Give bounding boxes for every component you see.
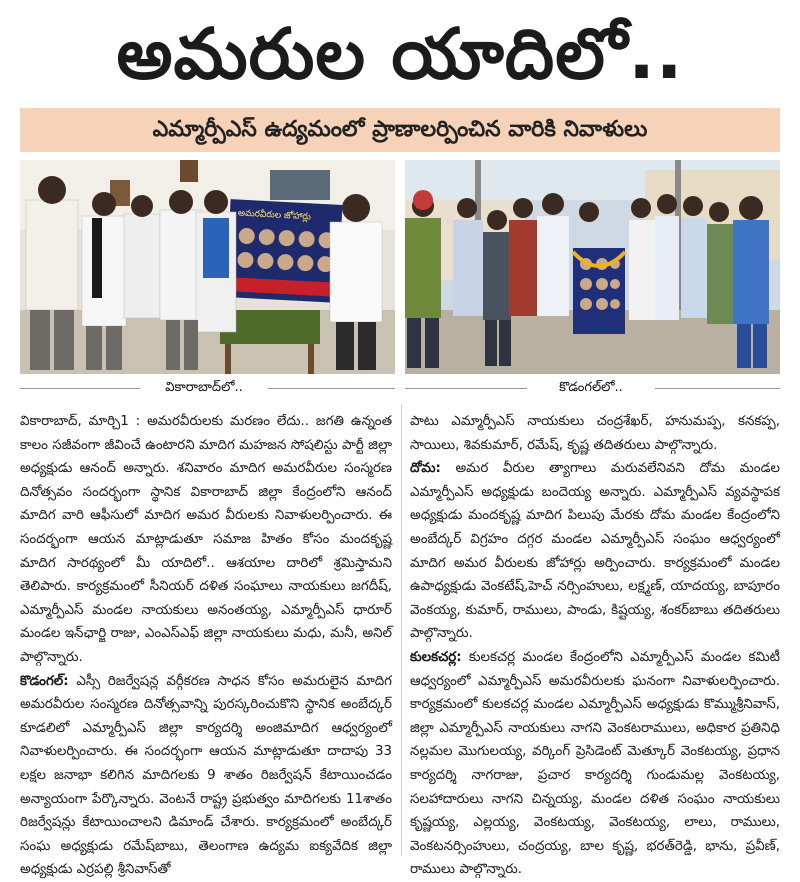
caption-rule-left-a	[20, 388, 140, 389]
paragraph-vikarabad: వికారాబాద్, మార్చి1 : అమరవీరులకు మరణం లేదు.. జగతి ఉన్నంత కాలం సజీవంగా జీవించే ఉంటారని మాదిగ మహజన సోషలిస్టు పార్టీ జిల్లా అధ్యక్షుడు ఆనంద్ అన్నారు. శనివారం మాదిగ అమరవీరుల సంస్మరణ దినోత్సవం సందర్భంగా స్థానిక వికారాబాద్ జిల్లా కేంద్రంలోని ఆనంద్ మాదిగ వారి ఆఫీసులో మాదిగ అమర వీరులకు నివాళులర్పించారు. ఈ సందర్భంగా ఆయన మాట్లాడుతూ సమాజ హితం కోసం మందకృష్ణ మాదిగ సారథ్యంలో మీ యాదిలో.. ఆశయాల దారిలో శ్రమిస్తామని తెలిపారు. కార్యక్రమంలో సీనియర్ దళిత సంఘాలు నాయకులు జగదీష్, ఎమ్మార్పీఎస్ మండల నాయకులు అనంతయ్య, ఎమ్మార్పీఎస్ ధారూర్ మండల ఇన్‌ఛార్జి రాజు, ఎంఎస్ఎఫ్ జిల్లా నాయకులు మధు, మనీ, అనిల్ పాల్గొన్నారు.	[20, 414, 392, 665]
caption-rule-right-a	[405, 388, 527, 389]
paragraph-kulkacharla	[410, 646, 780, 882]
caption-kodangal: కొడంగల్‌లో..	[559, 380, 623, 395]
dateline-kodangal: కొడంగల్:	[20, 673, 69, 689]
photo-kodangal	[405, 160, 780, 374]
subhead-band	[20, 108, 780, 152]
photo-vikarabad	[20, 160, 395, 374]
paragraph-doma-text: అమర వీరుల త్యాగాలు మరువలేనివని దోమ మండల ఎమ్మార్పీఎస్ అధ్యక్షుడు బందెయ్య అన్నారు. ఎమ్మార్పీఎస్ వ్యవస్థాపక అధ్యక్షుడు మందకృష్ణ మాదిగ పిలుపు మేరకు దోమ మండల కేంద్రంలోని అంబేద్కర్ విగ్రహం దగ్గర మండల ఎమ్మార్పీఎస్ సంఘం ఆధ్వర్యంలో మాదిగ అమర వీరులకు జోహార్లు అర్పించారు. కార్యక్రమంలో మండల ఉపాధ్యక్షుడు వెంకటేష్,హెచ్ నర్సింహులు, లక్ష్మణ్, యాదయ్య, బాపూరం వెంకయ్య, కుమార్, రాములు, పాండు, కిష్టయ్య, శంకర్‌బాబు తదితరులు పాల్గొన్నారు.	[410, 461, 780, 642]
tribute-banner-kodangal	[573, 248, 625, 334]
dateline-doma: దోమ:	[410, 461, 441, 477]
caption-rule-left-b	[268, 388, 395, 389]
caption-rule-right-b	[655, 388, 780, 389]
paragraph-kodangal-text: ఎస్సీ రిజర్వేషన్ల వర్గీకరణ సాధన కోసం అమరులైన మాదిగ అమరవీరుల సంస్మరణ దినోత్సవాన్ని పురస్కరించుకొని స్థానిక అంబేద్కర్ కూడలిలో ఎమ్మార్పీఎస్ జిల్లా కార్యదర్శి అంజిమాదిగ ఆధ్వర్యంలో నివాళులర్పించారు. ఈ సందర్భంగా ఆయన మాట్లాడుతూ దాదాపు 33 లక్షల జనాభా కలిగిన మాదిగలకు 9 శాతం రిజర్వేషన్ కేటాయించడం అన్యాయంగా పేర్కొన్నారు. వెంటనే రాష్ట్ర ప్రభుత్వం మాదిగలకు 11శాతం రిజర్వేషన్లు కేటాయించాలని డిమాండ్ చేశారు. కార్యక్రమంలో అంబేద్కర్ సంఘ అధ్యక్షుడు రమేష్‌బాబు, తెలంగాణ ఉద్యమ ఐక్యవేదిక జిల్లా అధ్యక్షుడు ఎర్రపల్లి శ్రీనివాస్‌తో	[20, 673, 392, 878]
paragraph-kodangal	[20, 670, 392, 882]
banner-title: అమరవీరుల జోహార్లు	[237, 208, 312, 223]
caption-vikarabad: వికారాబాద్‌లో..	[165, 380, 243, 395]
paragraph-continuation: పాటు ఎమ్మార్పీఎస్ నాయకులు చంద్రశేఖర్, హనుమప్ప, కనకప్ప, సాయిలు, శివకుమార్, రమేష్, కృష్ణ తదితరులు పాల్గొన్నారు.	[410, 414, 780, 453]
headline: అమరుల యాదిలో..	[116, 13, 684, 95]
column-divider	[401, 404, 402, 856]
article-right-column	[410, 410, 780, 882]
paragraph-doma	[410, 457, 780, 646]
tribute-banner	[226, 199, 343, 303]
subhead: ఎమ్మార్పీఎస్ ఉద్యమంలో ప్రాణాలర్పించిన వారికి నివాళులు	[152, 117, 648, 142]
paragraph-kulkacharla-text: కులకచర్ల మండల కేంద్రంలోని ఎమ్మార్పీఎస్ మండల కమిటీ ఆధ్వర్యంలో ఎమ్మార్పీఎస్ అమరవీరులకు ఘనంగా నివాళులర్పించారు. కార్యక్రమంలో కులకచర్ల మండల ఎమ్మార్పీఎస్ అధ్యక్షుడు కొమ్ముశ్రీనివాస్, జిల్లా ఎమ్మార్పీఎస్ నాయకులు నాగని వెంకటరాములు, అధికార ప్రతినిధి నల్లమల మొగులయ్య, వర్కింగ్ ప్రెసిడెంట్ మెత్కూర్ వెంకటయ్య, ప్రధాన కార్యదర్శి నాగరాజు, ప్రచార కార్యదర్శి గుండుమల్ల వెంకటయ్య, సలహాదారులు నాగని చిన్నయ్య, మండల దళిత సంఘం నాయకులు కృష్ణయ్య, ఎల్లయ్య, వెంకటయ్య, వెంకటయ్య, లాలు, రాములు, వెంకటనర్సింహులు, చంద్రయ్య, బాల కృష్ణ, భరత్‌రెడ్డి, భాను, ప్రవీణ్, రాములు పాల్గొన్నారు.	[410, 649, 780, 878]
dateline-kulkacharla: కులకచర్ల:	[410, 649, 462, 665]
article-left-column	[20, 410, 392, 882]
